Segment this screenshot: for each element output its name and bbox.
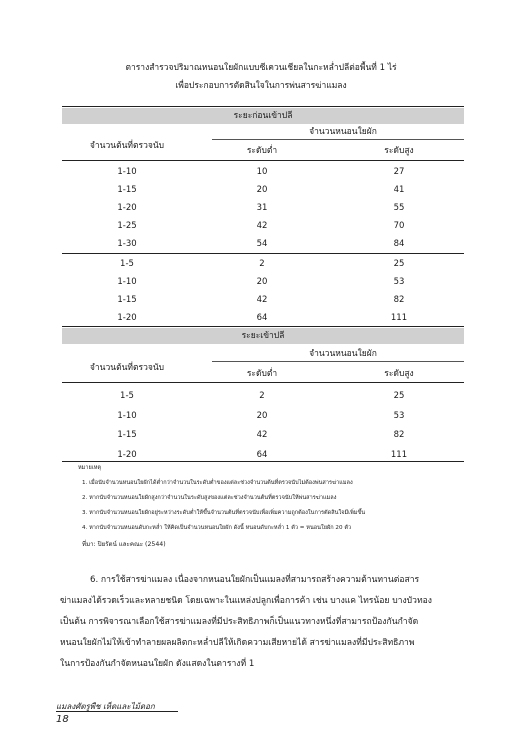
- cell-plants: 1-5: [120, 391, 134, 401]
- cell-low: 42: [256, 221, 268, 231]
- cell-plants: 1-5: [120, 259, 134, 269]
- cell-plants: 1-15: [117, 295, 137, 305]
- cell-low: 64: [256, 313, 268, 323]
- note-item: 2. หากนับจำนวนหนอนใยผักสูงกว่าจำนวนในระดับสูงของแต่ละช่วงจำนวนต้นที่ตรวจนับให้พ่นสารฆ่าแมลง: [82, 495, 337, 501]
- cell-low: 42: [256, 430, 268, 440]
- cell-high: 41: [393, 185, 405, 195]
- cell-high: 82: [393, 295, 405, 305]
- paragraph-line: ในการป้องกันกำจัดหนอนใยผัก ดังแสดงในตารางที่ 1: [60, 659, 255, 669]
- page-number: 18: [56, 714, 69, 725]
- cell-low: 2: [259, 259, 265, 269]
- header-bottom-rule-1: [62, 160, 464, 161]
- header-plants-2: จำนวนต้นที่ตรวจนับ: [89, 363, 165, 373]
- header-larvae-rule-1: [212, 139, 464, 140]
- header-larvae-2: จำนวนหนอนใยผัก: [309, 349, 377, 359]
- note-item: 3. หากนับจำนวนหนอนใยผักอยู่ระหว่างระดับต่ำให้ขึ้นจำนวนต้นที่ตรวจนับเพื่อเพิ่มความถูกต้องในการตัดสินใจมีเพิ่มขึ้น: [82, 510, 366, 516]
- cell-plants: 1-30: [117, 239, 137, 249]
- table-bottom-rule: [62, 461, 464, 462]
- cell-high: 27: [393, 167, 405, 177]
- cell-plants: 1-25: [117, 221, 137, 231]
- cell-high: 53: [393, 411, 405, 421]
- header-larvae-rule-2: [212, 361, 464, 362]
- cell-low: 20: [256, 185, 268, 195]
- cell-plants: 1-20: [117, 450, 137, 460]
- cell-low: 20: [256, 411, 268, 421]
- cell-low: 54: [256, 239, 268, 249]
- cell-high: 84: [393, 239, 405, 249]
- footer-rule: [56, 711, 178, 712]
- note-item: 4. หากนับจำนวนหนอนดับกะหล่ำ ให้คิดเป็นจำนวนหนอนใยผัก ดังนี้ หนอนดับกะหล่ำ 1 ตัว = หนอนใยผัก 20 ตัว: [82, 525, 352, 531]
- header-low-2: ระดับต่ำ: [246, 369, 278, 379]
- cell-low: 20: [256, 277, 268, 287]
- cell-high: 70: [393, 221, 405, 231]
- table-title-line1: ตารางสำรวจปริมาณหนอนใยผักแบบซีเควนเชียลในกะหล่ำปลีต่อพื้นที่ 1 ไร่: [125, 63, 397, 73]
- paragraph-line: เป็นต้น การพิจารณาเลือกใช้สารฆ่าแมลงที่มีประสิทธิภาพก็เป็นแนวทางหนึ่งที่สามารถป้องกันกำจัด: [60, 617, 419, 627]
- header-low-1: ระดับต่ำ: [246, 146, 278, 156]
- paragraph-line: 6. การใช้สารฆ่าแมลง เนื่องจากหนอนใยผักเป็นแมลงที่สามารถสร้างความต้านทานต่อสาร: [90, 575, 420, 585]
- paragraph-line: ฆ่าแมลงได้รวดเร็วและหลายชนิด โดยเฉพาะในแหล่งปลูกเพื่อการค้า เช่น บางแค ไทรน้อย บางบัวทอง: [60, 596, 432, 606]
- cell-high: 82: [393, 430, 405, 440]
- cell-low: 10: [256, 167, 268, 177]
- cell-low: 2: [259, 391, 265, 401]
- cell-plants: 1-10: [117, 411, 137, 421]
- cell-high: 111: [390, 313, 408, 323]
- cell-plants: 1-10: [117, 167, 137, 177]
- cell-plants: 1-15: [117, 185, 137, 195]
- header-high-2: ระดับสูง: [384, 369, 414, 379]
- cell-high: 25: [393, 259, 405, 269]
- footer-book-title: แมลงศัตรูพืช เห็ดและไม้ดอก: [56, 702, 155, 711]
- section1-band: ระยะก่อนเข้าปลี: [62, 108, 464, 124]
- cell-high: 25: [393, 391, 405, 401]
- header-plants-1: จำนวนต้นที่ตรวจนับ: [89, 141, 165, 151]
- cell-plants: 1-20: [117, 313, 137, 323]
- cell-plants: 1-20: [117, 203, 137, 213]
- section2-band: ระยะเข้าปลี: [62, 328, 464, 344]
- notes-heading: หมายเหตุ: [78, 465, 102, 471]
- group-divider-rule: [62, 253, 464, 254]
- header-high-1: ระดับสูง: [384, 146, 414, 156]
- notes-source: ที่มา: ปิยรัตน์ และคณะ (2544): [82, 541, 166, 548]
- cell-high: 55: [393, 203, 405, 213]
- cell-low: 64: [256, 450, 268, 460]
- section1-bottom-rule: [62, 326, 464, 327]
- cell-high: 111: [390, 450, 408, 460]
- table-top-rule: [62, 106, 464, 107]
- cell-low: 31: [256, 203, 268, 213]
- note-item: 1. เมื่อนับจำนวนหนอนใยผักได้ต่ำกว่าจำนวนในระดับต่ำของแต่ละช่วงจำนวนต้นที่ตรวจนับไม่ต้องพ่นสารฆ่าแมลง: [82, 480, 353, 486]
- cell-low: 42: [256, 295, 268, 305]
- header-larvae-1: จำนวนหนอนใยผัก: [309, 127, 377, 137]
- table-title-line2: เพื่อประกอบการตัดสินใจในการพ่นสารฆ่าแมลง: [175, 81, 347, 91]
- cell-plants: 1-15: [117, 430, 137, 440]
- cell-high: 53: [393, 277, 405, 287]
- paragraph-line: หนอนใยผักไม่ให้เข้าทำลายผลผลิตกะหล่ำปลีให้เกิดความเสียหายได้ สารฆ่าแมลงที่มีประสิทธิภาพ: [60, 638, 415, 648]
- cell-plants: 1-10: [117, 277, 137, 287]
- header-bottom-rule-2: [62, 382, 464, 383]
